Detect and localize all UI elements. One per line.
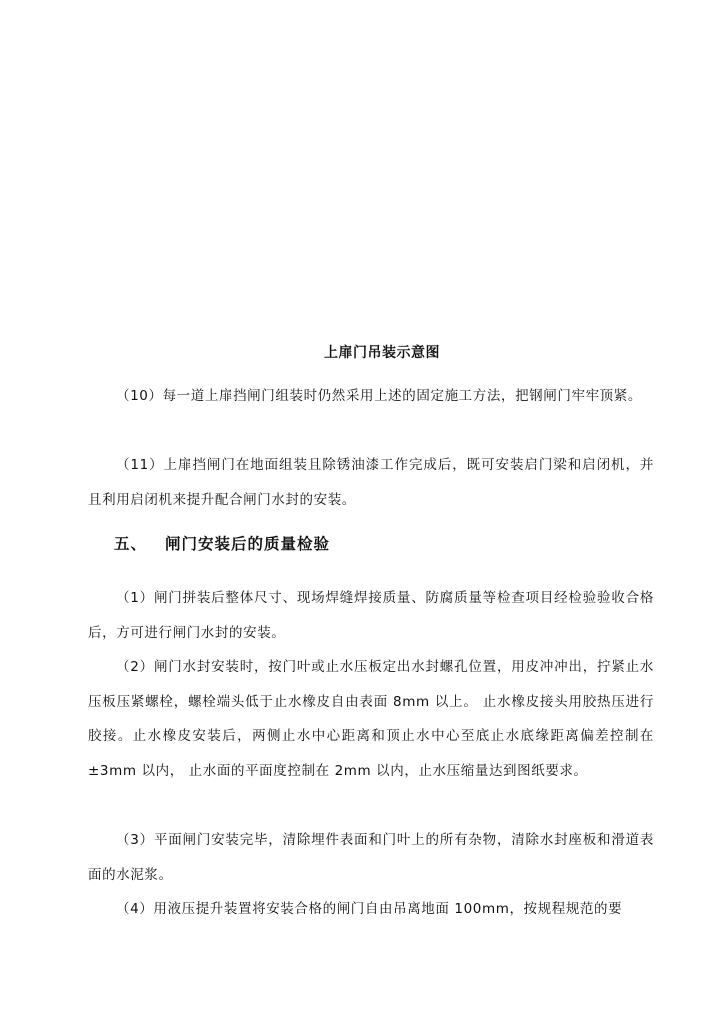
section-title: 闸门安装后的质量检验 <box>165 535 331 553</box>
section-heading <box>114 532 330 554</box>
paragraph-10: （10）每一道上扉挡闸门组装时仍然采用上述的固定施工方法，把钢闸门牢牢顶紧。 <box>116 388 642 404</box>
paragraph-11: （11）上扉挡闸门在地面组装且除锈油漆工作完成后，既可安装启门梁和启闭机，并且利用启闭机来提升配合闸门水封的安装。 <box>88 457 654 508</box>
figure-caption: 上扉门吊装示意图 <box>324 345 440 361</box>
paragraph-4: （4）用液压提升装置将安装合格的闸门自由吊离地面 100mm，按规程规范的要 <box>116 901 623 917</box>
paragraph-2: （2）闸门水封安装时，按门叶或止水压板定出水封螺孔位置，用皮冲冲出，拧紧止水压板压紧螺栓，螺栓端头低于止水橡皮自由表面 8mm 以上。 止水橡皮接头用胶热压进行胶接。止水橡皮安装后，两侧止水中心距离和顶止水中心至底止水底缘距离偏差控制在±3mm 以内， 止水面的平面度控制在 2mm 以内，止水压缩量达到图纸要求。 <box>88 659 654 779</box>
section-number: 五、 <box>114 535 148 553</box>
paragraph-3: （3）平面闸门安装完毕，清除埋件表面和门叶上的所有杂物，清除水封座板和滑道表面的水泥浆。 <box>88 832 654 883</box>
paragraph-1: （1）闸门拼装后整体尺寸、现场焊缝焊接质量、防腐质量等检查项目经检验验收合格后，方可进行闸门水封的安装。 <box>88 590 654 641</box>
